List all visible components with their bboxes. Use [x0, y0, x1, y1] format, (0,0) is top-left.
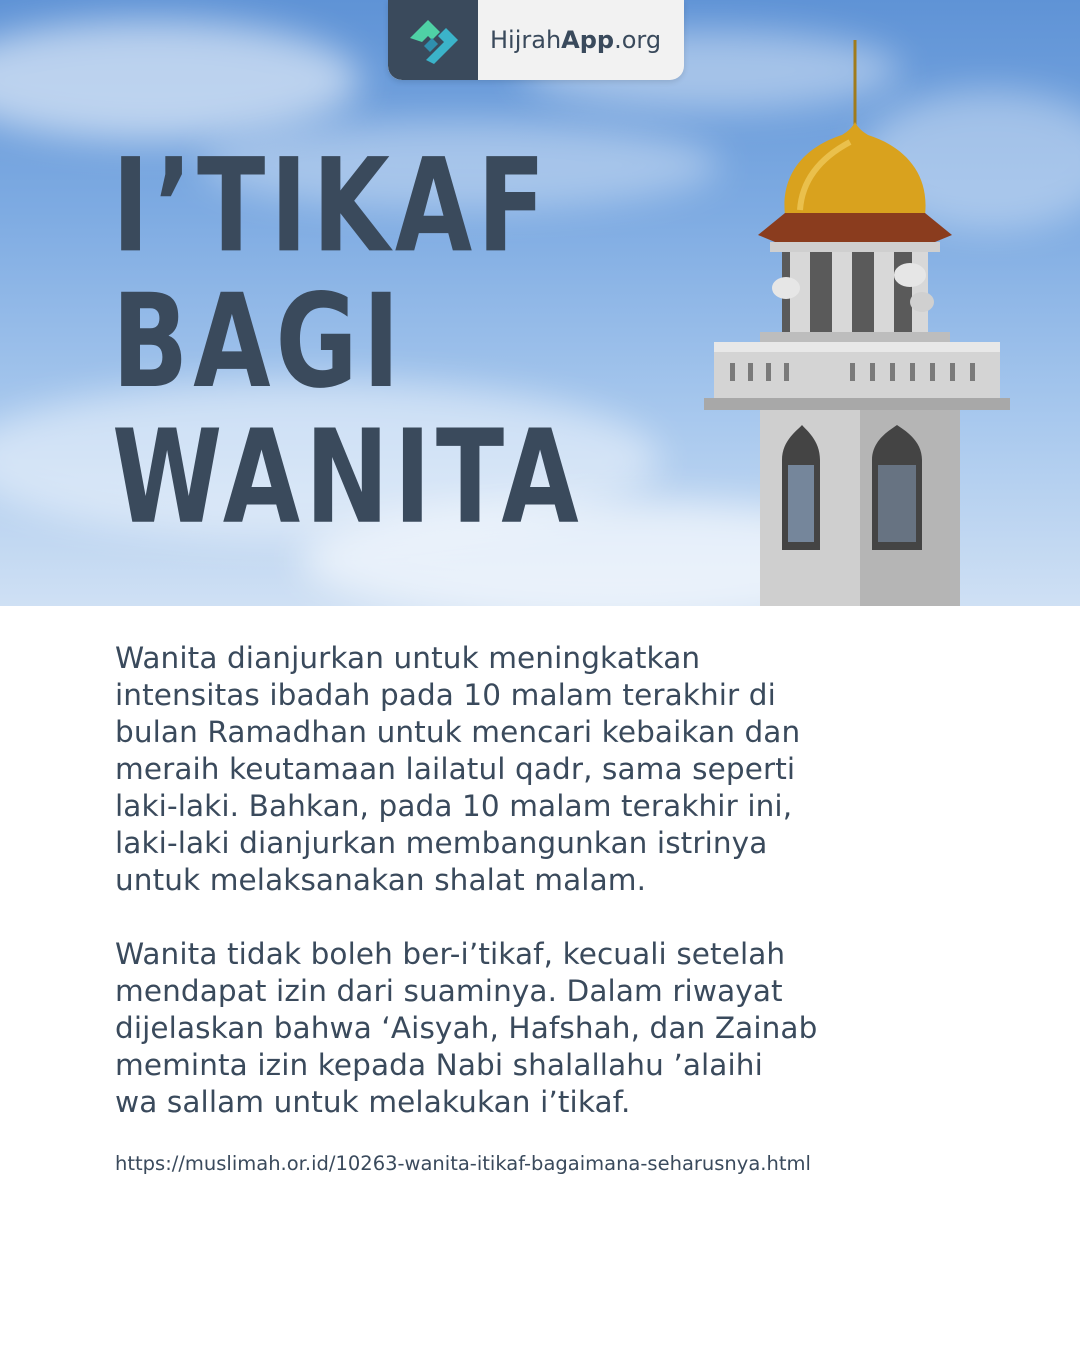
- cloud: [0, 20, 360, 140]
- source-link[interactable]: https://muslimah.or.id/10263-wanita-itikaf-bagaimana-seharusnya.html: [115, 1152, 811, 1175]
- title-line-3: WANITA: [112, 401, 584, 553]
- brand-name: HijrahApp.org: [490, 26, 662, 54]
- minaret-illustration: [690, 30, 1030, 606]
- paragraph: Wanita tidak boleh ber-i’tikaf, kecuali setelah mendapat izin dari suaminya. Dalam riwayat dijelaskan bahwa ‘Aisyah, Hafshah, dan Zainab meminta izin kepada Nabi shalallahu ’alaihi wa sallam untuk melakukan i’tikaf.: [115, 937, 818, 1119]
- brand-badge[interactable]: [388, 0, 684, 80]
- page-title: [112, 130, 584, 553]
- hijrahapp-logo-icon: [388, 0, 478, 80]
- paragraph: Wanita dianjurkan untuk meningkatkan intensitas ibadah pada 10 malam terakhir di bulan Ramadhan untuk mencari kebaikan dan meraih keutamaan lailatul qadr, sama seperti laki-laki. Bahkan, pada 10 malam terakhir ini, laki-laki dianjurkan membangunkan istrinya untuk melaksanakan shalat malam.: [115, 641, 801, 897]
- main-content: [115, 640, 975, 1177]
- hero-section: [0, 0, 1080, 606]
- title-line-2: BAGI: [112, 266, 405, 417]
- title-line-1: I’TIKAF: [112, 130, 551, 282]
